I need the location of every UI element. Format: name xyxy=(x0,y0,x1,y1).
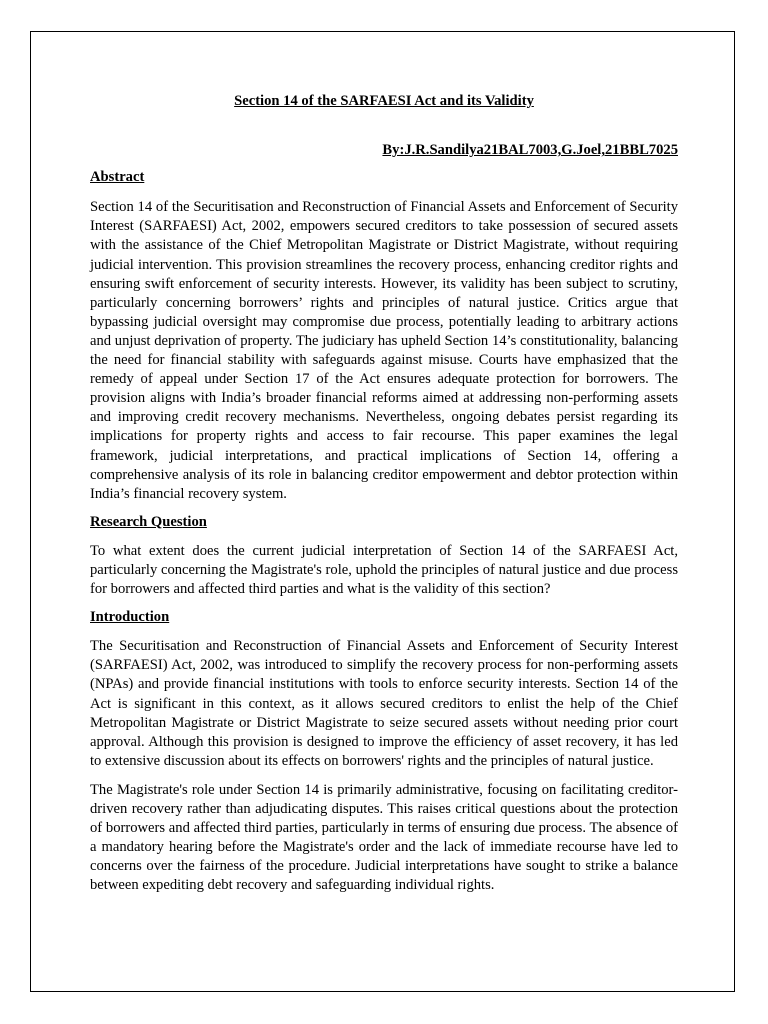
introduction-paragraph-1: The Securitisation and Reconstruction of Financial Assets and Enforcement of Security Interest (SARFAESI) Act, 2002, was introduced to simplify the recovery process for non-performing assets (NPAs) and provide financial institutions with tools to enforce security interests. Section 14 of the Act is significant in this context, as it allows secured creditors to enlist the help of the Chief Metropolitan Magistrate or District Magistrate to seize secured assets without needing prior court approval. Although this provision is designed to improve the efficiency of asset recovery, it has led to extensive discussion about its effects on borrowers' rights and the principles of natural justice. xyxy=(90,638,678,769)
introduction-heading: Introduction xyxy=(90,609,170,626)
document-page xyxy=(90,92,678,895)
document-title: Section 14 of the SARFAESI Act and its Validity xyxy=(234,93,534,109)
introduction-paragraph-2: The Magistrate's role under Section 14 is primarily administrative, focusing on facilitating creditor-driven recovery rather than adjudicating disputes. This raises critical questions about the protection of borrowers and affected third parties, particularly in terms of ensuring due process. The absence of a mandatory hearing before the Magistrate's order and the lack of immediate recourse have led to concerns over the fairness of the procedure. Judicial interpretations have sought to strike a balance between expediting debt recovery and safeguarding individual rights. xyxy=(90,781,678,894)
author-byline: By:J.R.Sandilya21BAL7003,G.Joel,21BBL7025 xyxy=(382,142,678,159)
abstract-paragraph: Section 14 of the Securitisation and Reconstruction of Financial Assets and Enforcement of Security Interest (SARFAESI) Act, 2002, empowers secured creditors to take possession of secured assets with the assistance of the Chief Metropolitan Magistrate or District Magistrate, without requiring judicial intervention. This provision streamlines the recovery process, enhancing creditor rights and ensuring swift enforcement of security interests. However, its validity has been subject to scrutiny, particularly concerning borrowers’ rights and principles of natural justice. Critics argue that bypassing judicial oversight may compromise due process, potentially leading to arbitrary actions and unjust deprivation of property. The judiciary has upheld Section 14’s constitutionality, balancing the need for financial stability with safeguards against misuse. Courts have emphasized that the remedy of appeal under Section 17 of the Act ensures adequate protection for borrowers. The provision aligns with India’s broader financial reforms aimed at addressing non-performing assets and improving credit recovery mechanisms. Nevertheless, ongoing debates persist regarding its implications for property rights and access to fair recourse. This paper examines the legal framework, judicial interpretations, and practical implications of Section 14, offering a comprehensive analysis of its role in balancing creditor empowerment and debtor protection within India’s financial recovery system. xyxy=(90,199,678,502)
research-question-heading: Research Question xyxy=(90,513,207,530)
research-question-paragraph: To what extent does the current judicial interpretation of Section 14 of the SARFAESI Act, particularly concerning the Magistrate's role, uphold the principles of natural justice and due process for borrowers and affected third parties and what is the validity of this section? xyxy=(90,542,678,598)
abstract-heading: Abstract xyxy=(90,169,145,186)
